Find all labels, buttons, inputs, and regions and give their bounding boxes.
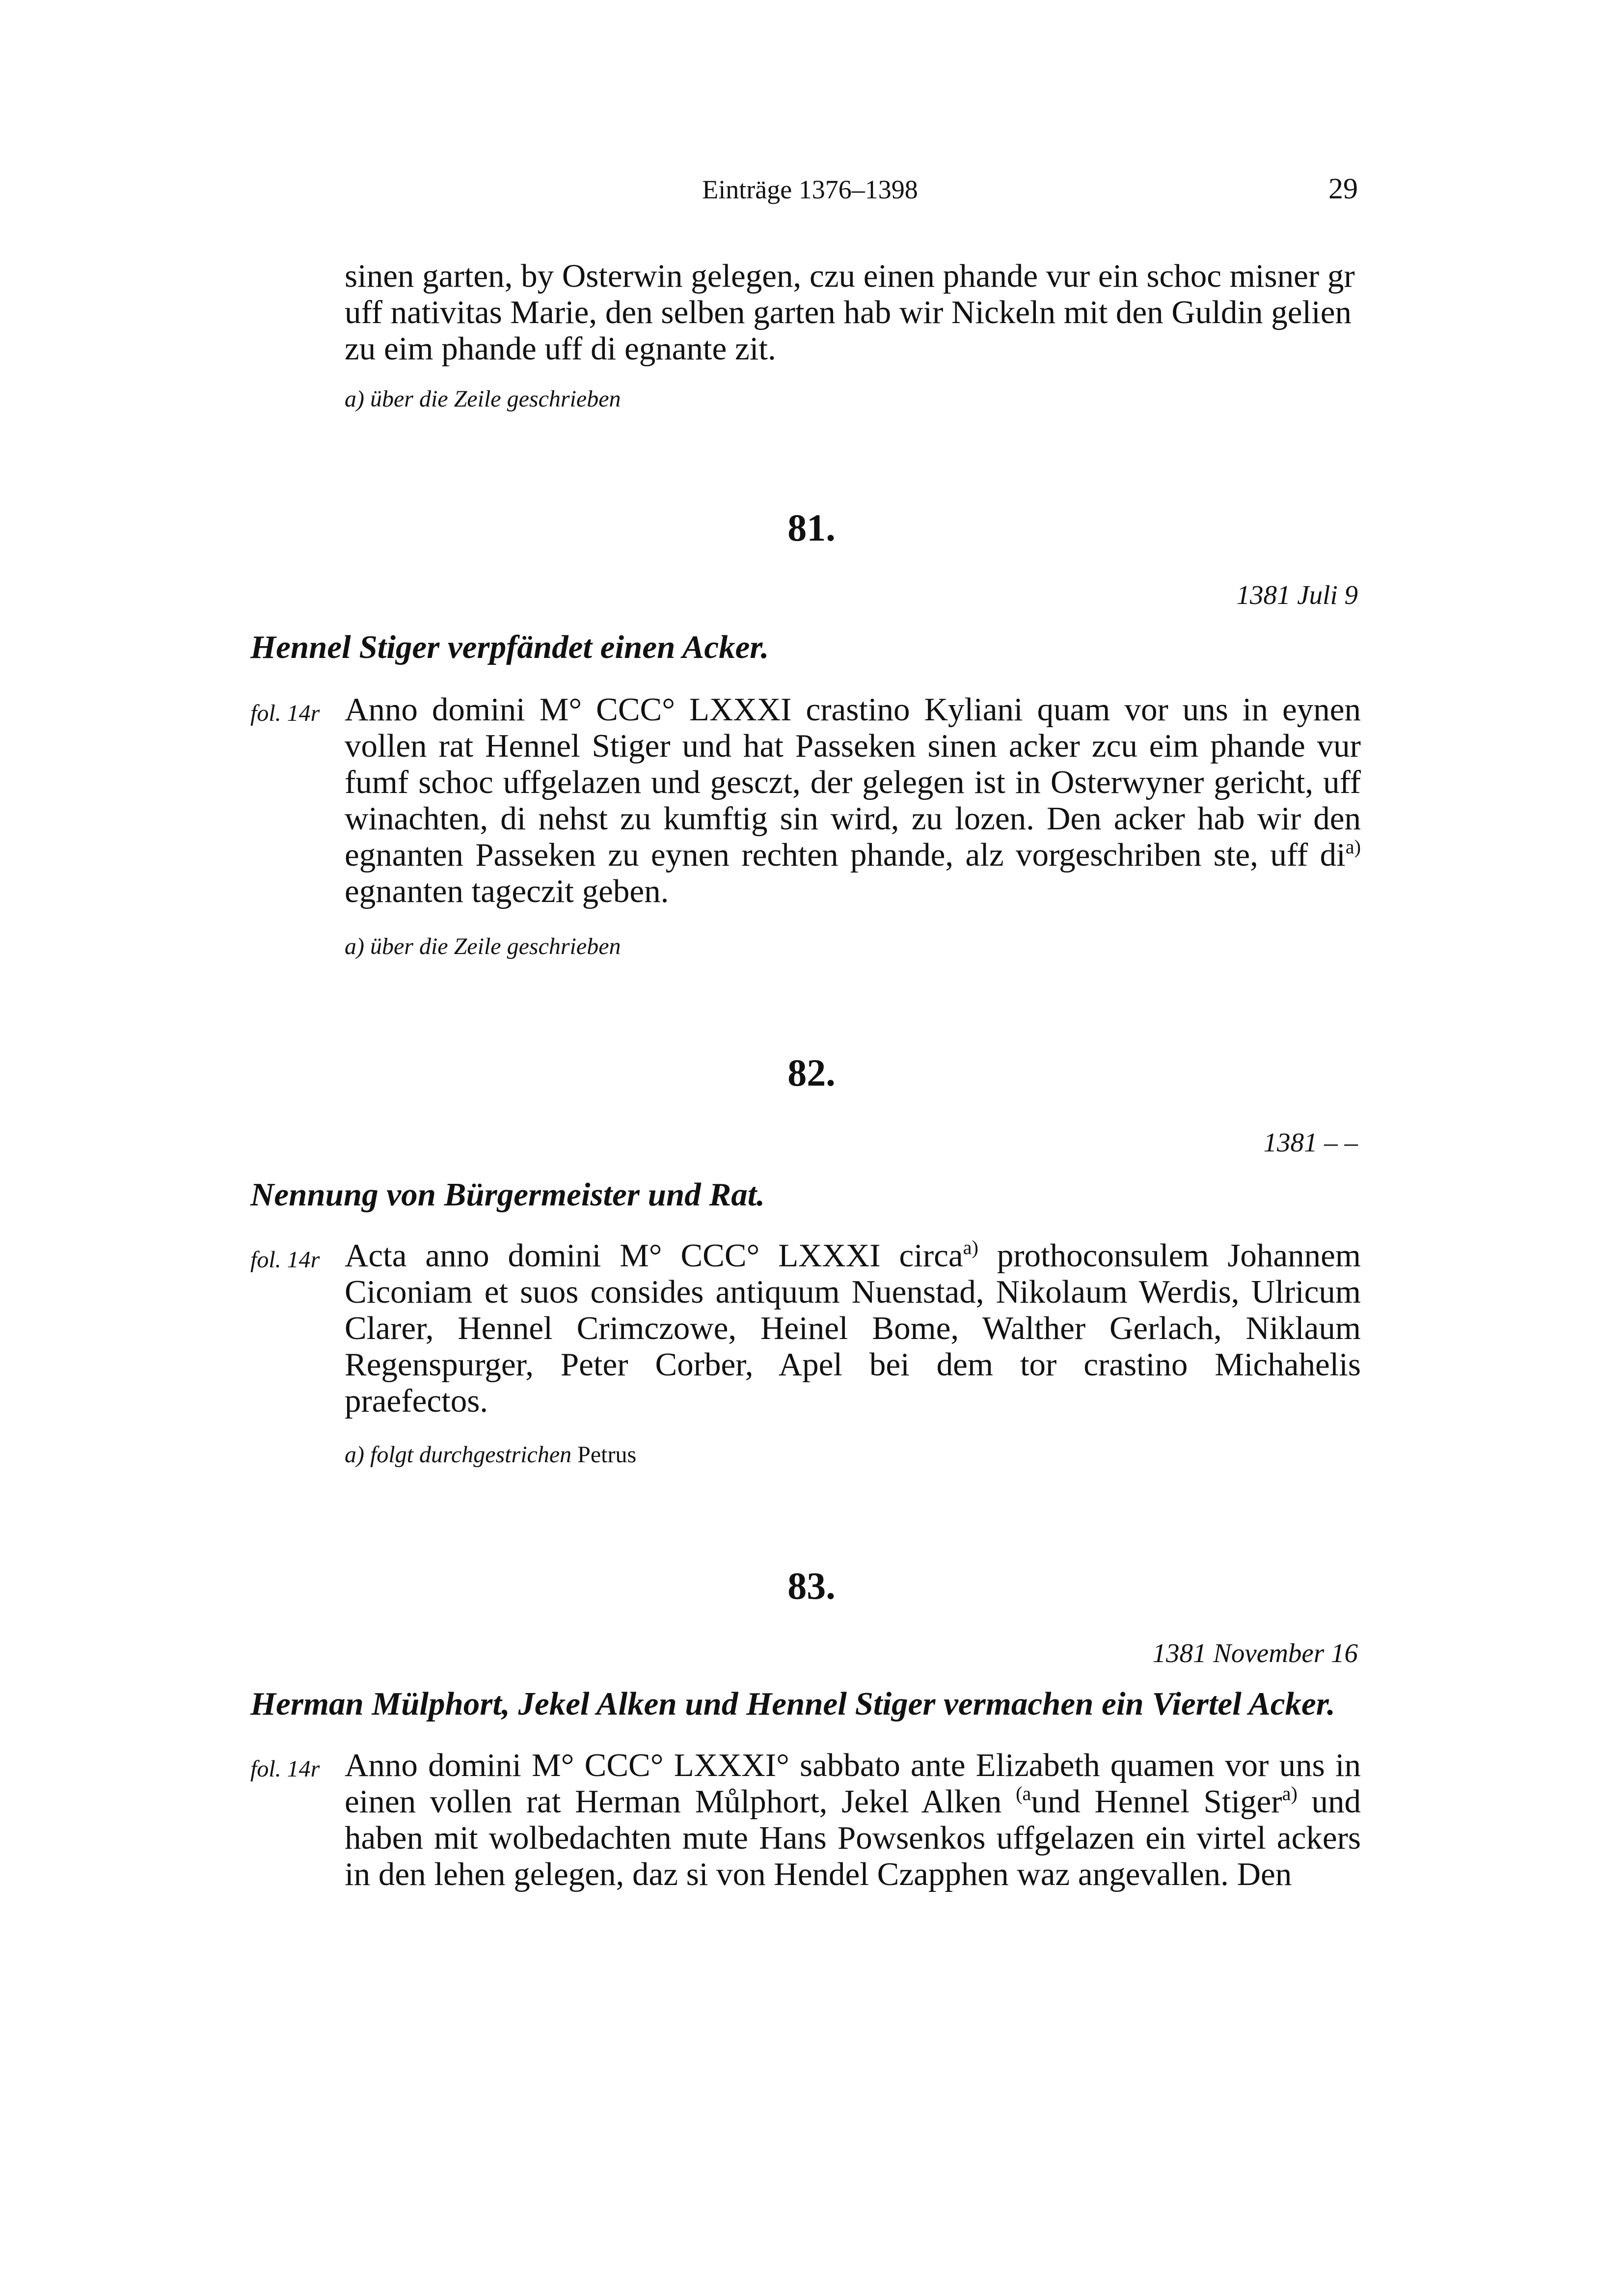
entry-text-82-part2: prothoconsulem Johannem Ciconiam et suos consides antiquum Nuenstad, Nikolaum Werdis, Ulricum Clarer, Hennel Crimczowe, Heinel Bome, Walther Gerlach, Niklaum Regenspurger, Peter Corber, Apel bei dem tor crastino Michahelis praefectos.	[345, 1237, 1361, 1419]
folio-ref-83: fol. 14r	[250, 1756, 320, 1782]
entry-text-83-part3: und haben mit wolbedachten mute Hans Powsenkos uffgelazen ein virtel ackers in den lehen gelegen, daz si von Hendel Czapphen waz angevallen. Den	[345, 1783, 1361, 1892]
entry-text-83-part1: Anno domini M° CCC° LXXXI° sabbato ante Elizabeth quamen vor uns in einen vollen rat Herman Můlphort, Jekel Alken	[345, 1747, 1361, 1820]
entry-number-81: 81.	[787, 506, 836, 549]
entry-text-block-83	[345, 1747, 1361, 1892]
entry-text-83-part2: und Hennel Stiger	[1031, 1783, 1282, 1820]
entry-date-81: 1381 Juli 9	[1236, 580, 1358, 610]
footnote-82-italic: a) folgt durchgestrichen	[345, 1442, 572, 1468]
entry-paragraph-83	[345, 1747, 1361, 1892]
entry-text-block-81	[345, 691, 1361, 909]
footnote-marker-83-open: (a	[1016, 1782, 1031, 1804]
entry-heading-82: Nennung von Bürgermeister und Rat.	[250, 1176, 765, 1213]
entry-heading-81: Hennel Stiger verpfändet einen Acker.	[250, 629, 769, 665]
continuation-paragraph: sinen garten, by Osterwin gelegen, czu einen phande vur ein schoc misner gr uff nativitas Marie, den selben garten hab wir Nickeln mit den Guldin gelien zu eim phande uff di egnante zit.	[345, 258, 1355, 367]
footnote-marker-82: a)	[963, 1236, 978, 1258]
entry-heading-83: Herman Mülphort, Jekel Alken und Hennel Stiger vermachen ein Viertel Acker.	[250, 1686, 1335, 1722]
footnote-82	[345, 1441, 636, 1468]
entry-date-82: 1381 – –	[1263, 1127, 1358, 1157]
continuation-text-block	[345, 258, 1361, 367]
page-number: 29	[1328, 172, 1358, 205]
entry-date-83: 1381 November 16	[1152, 1638, 1358, 1668]
continuation-footnote: a) über die Zeile geschrieben	[345, 386, 621, 412]
entry-number-82: 82.	[787, 1051, 836, 1094]
entry-paragraph-81	[345, 691, 1361, 909]
footnote-82-roman: Petrus	[577, 1442, 637, 1468]
footnote-81: a) über die Zeile geschrieben	[345, 933, 621, 959]
entry-paragraph-82	[345, 1237, 1361, 1419]
entry-text-block-82	[345, 1237, 1361, 1419]
entry-text-82-part1: Acta anno domini M° CCC° LXXXI circa	[345, 1237, 963, 1274]
entry-text-81-part1: Anno domini M° CCC° LXXXI crastino Kyliani quam vor uns in eynen vollen rat Hennel Stiger und hat Passeken sinen acker zcu eim phande vur fumf schoc uffgelazen und gesczt, der gelegen ist in Osterwyner gericht, uff winachten, di nehst zu kumftig sin wird, zu lozen. Den acker hab wir den egnanten Passeken zu eynen rechten phande, alz vorgeschriben ste, uff di	[345, 691, 1361, 873]
entry-text-81-part2: egnanten tageczit geben.	[345, 873, 669, 909]
footnote-marker-81: a)	[1345, 835, 1361, 858]
entry-number-83: 83.	[787, 1564, 836, 1607]
folio-ref-82: fol. 14r	[250, 1247, 320, 1273]
footnote-marker-83-close: a)	[1282, 1782, 1298, 1804]
running-title: Einträge 1376–1398	[702, 175, 918, 204]
folio-ref-81: fol. 14r	[250, 700, 320, 726]
